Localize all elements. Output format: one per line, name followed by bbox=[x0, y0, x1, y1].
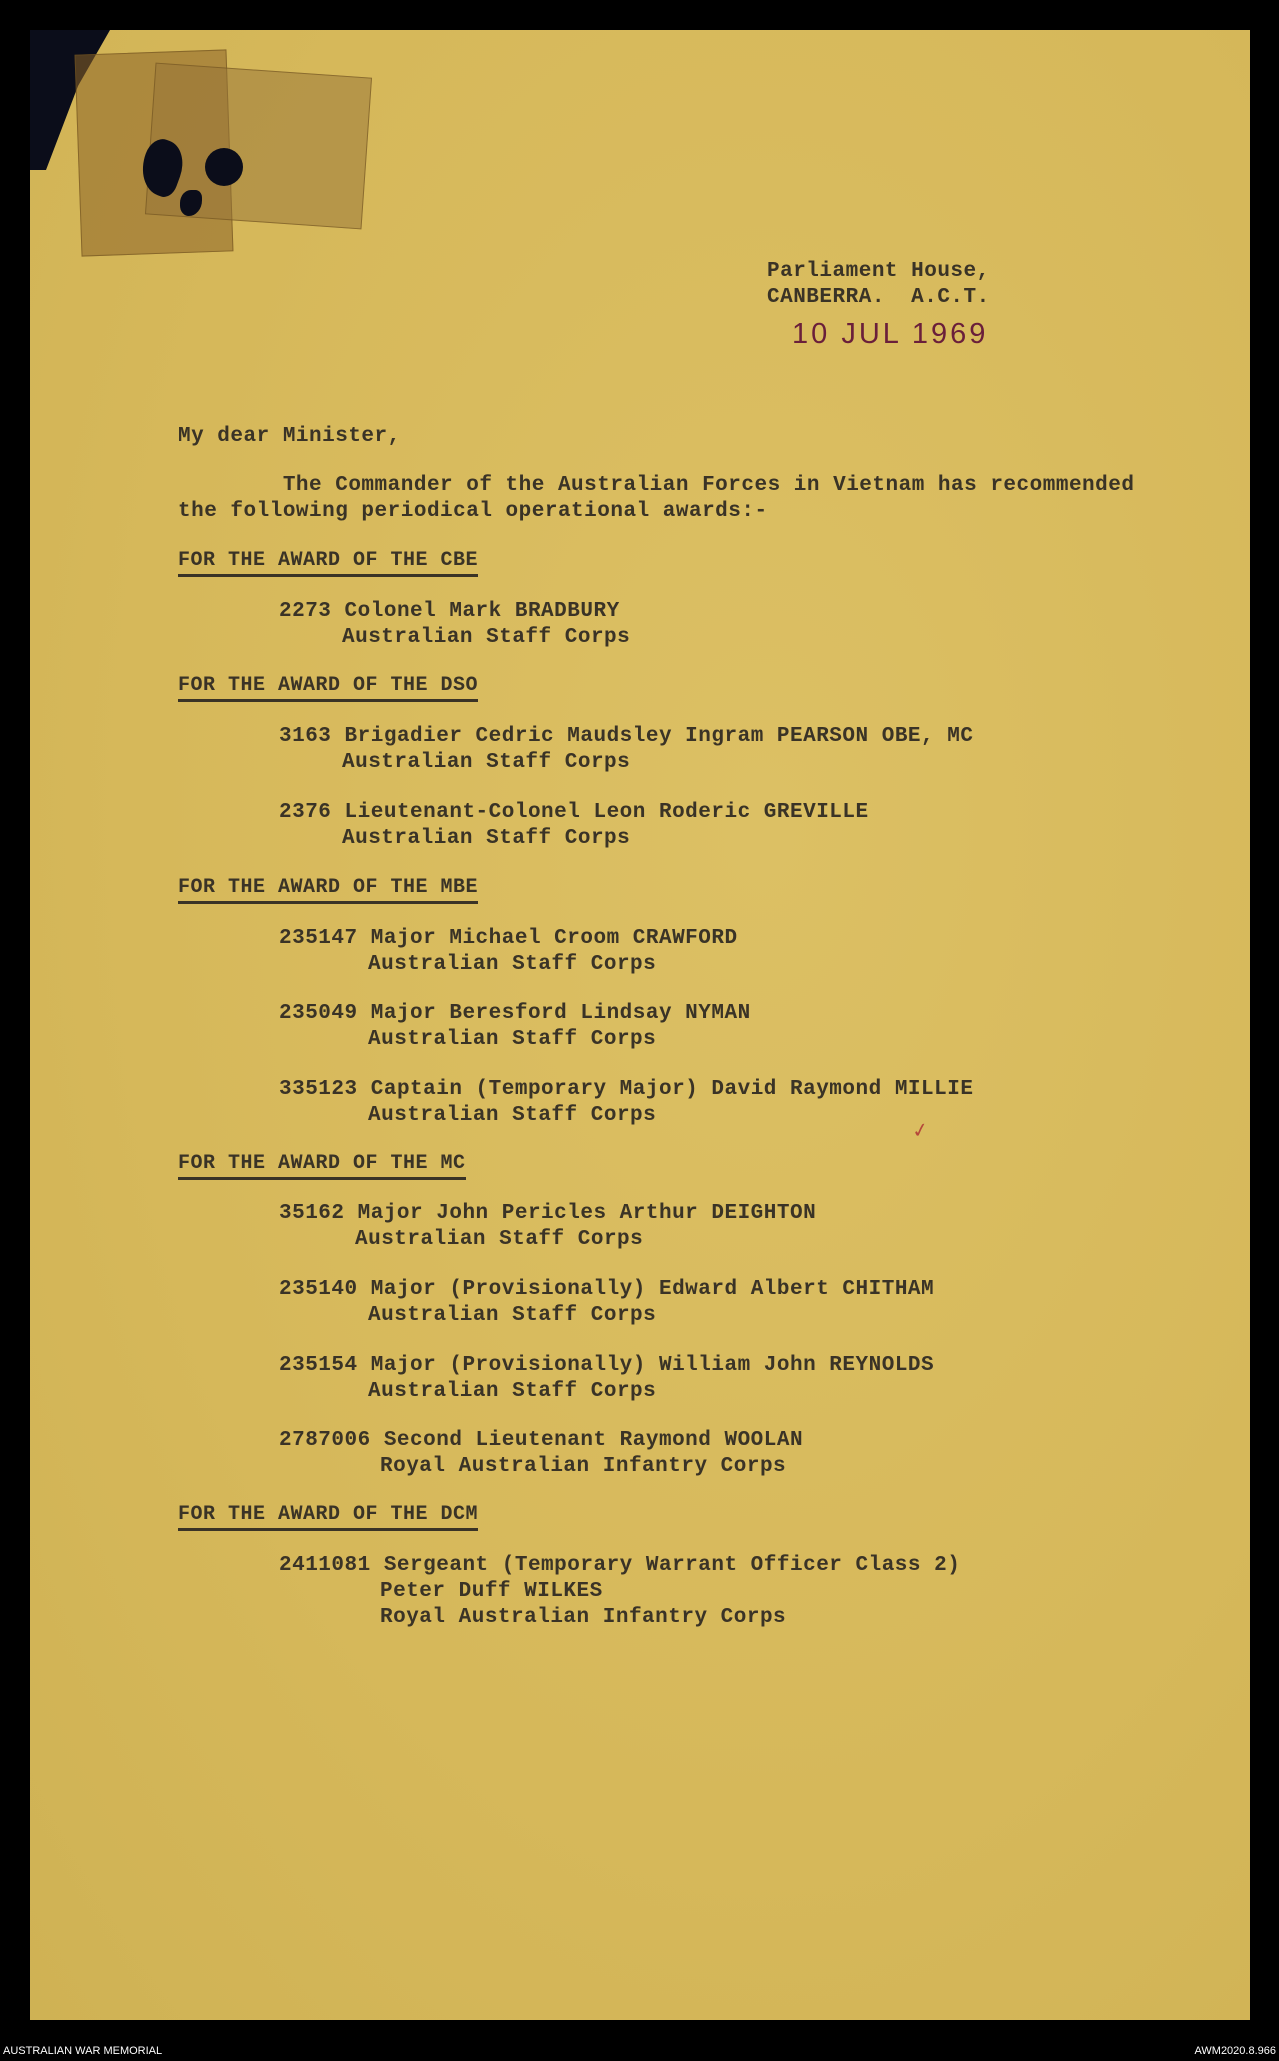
recipient-name: Lieutenant-Colonel Leon Roderic GREVILLE bbox=[344, 801, 869, 824]
recipient-name: Major John Pericles Arthur DEIGHTON bbox=[357, 1202, 817, 1225]
service-number: 235154 bbox=[279, 1354, 358, 1377]
recipient-name: Captain (Temporary Major) David Raymond MILLIE bbox=[370, 1078, 974, 1101]
award-entry bbox=[279, 1353, 934, 1405]
intro-line: the following periodical operational awards:- bbox=[178, 500, 768, 523]
corps: Australian Staff Corps bbox=[342, 751, 631, 774]
service-number: 235147 bbox=[279, 927, 358, 950]
intro-paragraph bbox=[178, 473, 1134, 525]
corps: Australian Staff Corps bbox=[368, 1380, 657, 1403]
intro-line: The Commander of the Australian Forces in Vietnam has recommended bbox=[178, 474, 1135, 497]
section-heading: FOR THE AWARD OF THE DCM bbox=[178, 1503, 478, 1531]
service-number: 2411081 bbox=[279, 1554, 371, 1577]
award-entry bbox=[279, 599, 630, 651]
letterhead-address bbox=[767, 259, 990, 311]
recipient-name-continued: Peter Duff WILKES bbox=[380, 1580, 603, 1603]
corps: Royal Australian Infantry Corps bbox=[380, 1455, 787, 1478]
recipient-name: Sergeant (Temporary Warrant Officer Class 2) bbox=[383, 1554, 961, 1577]
award-entry bbox=[279, 1553, 960, 1631]
award-entry bbox=[279, 1077, 973, 1129]
corps: Australian Staff Corps bbox=[368, 953, 657, 976]
service-number: 2376 bbox=[279, 801, 332, 824]
section-heading: FOR THE AWARD OF THE DSO bbox=[178, 674, 478, 702]
service-number: 2273 bbox=[279, 600, 332, 623]
corps: Australian Staff Corps bbox=[368, 1028, 657, 1051]
archive-credit: AUSTRALIAN WAR MEMORIAL bbox=[3, 2045, 163, 2057]
recipient-name: Major (Provisionally) Edward Albert CHITHAM bbox=[370, 1278, 935, 1301]
service-number: 235140 bbox=[279, 1278, 358, 1301]
recipient-name: Major (Provisionally) William John REYNOLDS bbox=[370, 1354, 935, 1377]
corps: Australian Staff Corps bbox=[368, 1304, 657, 1327]
section-heading: FOR THE AWARD OF THE MBE bbox=[178, 876, 478, 904]
service-number: 2787006 bbox=[279, 1429, 371, 1452]
corps: Royal Australian Infantry Corps bbox=[380, 1606, 787, 1629]
recipient-name: Major Michael Croom CRAWFORD bbox=[370, 927, 738, 950]
catalogue-number: AWM2020.8.966 bbox=[1194, 2045, 1276, 2057]
recipient-name: Second Lieutenant Raymond WOOLAN bbox=[383, 1429, 804, 1452]
section-heading: FOR THE AWARD OF THE MC bbox=[178, 1152, 466, 1180]
address-line: Parliament House, bbox=[767, 260, 990, 283]
address-line: CANBERRA. A.C.T. bbox=[767, 286, 990, 309]
service-number: 335123 bbox=[279, 1078, 358, 1101]
award-entry bbox=[279, 1001, 751, 1053]
service-number: 235049 bbox=[279, 1002, 358, 1025]
corps: Australian Staff Corps bbox=[342, 626, 631, 649]
corps: Australian Staff Corps bbox=[355, 1228, 644, 1251]
paper-hole bbox=[205, 148, 243, 186]
corps: Australian Staff Corps bbox=[368, 1104, 657, 1127]
recipient-name: Major Beresford Lindsay NYMAN bbox=[370, 1002, 751, 1025]
handwritten-tick-mark: ✓ bbox=[910, 1118, 931, 1144]
date-stamp: 10 JUL 1969 bbox=[792, 318, 989, 350]
corps: Australian Staff Corps bbox=[342, 827, 631, 850]
section-heading: FOR THE AWARD OF THE CBE bbox=[178, 549, 478, 577]
award-entry bbox=[279, 926, 738, 978]
award-entry bbox=[279, 724, 973, 776]
award-entry bbox=[279, 1277, 934, 1329]
award-entry bbox=[279, 1428, 803, 1480]
service-number: 35162 bbox=[279, 1202, 345, 1225]
salutation: My dear Minister, bbox=[178, 425, 401, 448]
recipient-name: Brigadier Cedric Maudsley Ingram PEARSON OBE, MC bbox=[344, 725, 974, 748]
award-entry bbox=[279, 800, 869, 852]
recipient-name: Colonel Mark BRADBURY bbox=[344, 600, 620, 623]
service-number: 3163 bbox=[279, 725, 332, 748]
award-entry bbox=[279, 1201, 816, 1253]
